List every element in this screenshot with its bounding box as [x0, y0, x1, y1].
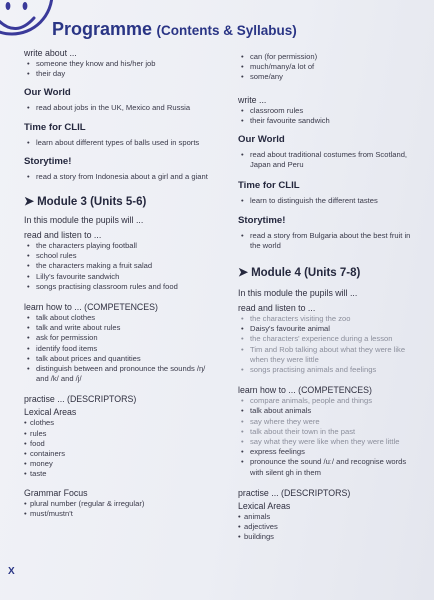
clil-list	[24, 138, 214, 148]
list-item: • buildings	[238, 532, 418, 542]
learn-how-list	[238, 396, 418, 478]
module-3-title: Module 3 (Units 5-6)	[37, 196, 147, 209]
list-item: • plural number (regular & irregular)	[24, 499, 214, 509]
list-item: • compare animals, people and things	[238, 396, 418, 406]
list-item: • pronounce the sound /uː/ and recognise words with silent gh in them	[238, 457, 418, 477]
practise-heading: practise ... (DESCRIPTORS)	[238, 487, 351, 498]
our-world-list	[24, 103, 214, 113]
page-number: X	[8, 566, 15, 577]
list-item: • identify food items	[24, 344, 214, 354]
storytime-list	[24, 172, 214, 182]
list-item: • animals	[238, 512, 418, 522]
list-item: • read a story from Indonesia about a girl and a giant	[24, 172, 214, 182]
learn-how-list	[24, 313, 214, 384]
list-item: • taste	[24, 469, 214, 479]
list-item: • read a story from Bulgaria about the best fruit in the world	[238, 231, 418, 251]
write-heading: write ...	[238, 94, 267, 105]
list-item: • talk about their town in the past	[238, 427, 418, 437]
lexical-areas-heading: Lexical Areas	[24, 407, 77, 418]
list-item: • someone they know and his/her job	[24, 59, 214, 69]
left-column	[24, 48, 214, 519]
storytime-list	[238, 231, 418, 251]
lexical-areas-list	[238, 512, 418, 543]
learn-how-heading: learn how to ... (COMPETENCES)	[238, 385, 372, 396]
list-item: • the characters playing football	[24, 241, 214, 251]
clil-list	[238, 196, 418, 206]
read-listen-heading: read and listen to ...	[238, 303, 316, 314]
list-item: • adjectives	[238, 522, 418, 532]
storytime-heading: Storytime!	[24, 155, 72, 167]
lexical-areas-heading: Lexical Areas	[238, 500, 291, 511]
list-item: • much/many/a lot of	[238, 62, 418, 72]
page-title	[52, 19, 297, 40]
module-4-intro: In this module the pupils will ...	[238, 288, 358, 299]
list-item: • rules	[24, 429, 214, 439]
list-item: • money	[24, 459, 214, 469]
arrow-icon: ➤	[238, 265, 249, 280]
list-item: • read about jobs in the UK, Mexico and Russia	[24, 103, 214, 113]
our-world-heading: Our World	[238, 134, 285, 146]
grammar-focus-heading: Grammar Focus	[24, 487, 88, 498]
list-item: • talk about clothes	[24, 313, 214, 323]
module-4-title: Module 4 (Units 7-8)	[251, 267, 361, 280]
write-list	[238, 106, 418, 126]
list-item: • learn to distinguish the different tastes	[238, 196, 418, 206]
list-item: • must/mustn't	[24, 509, 214, 519]
list-item: • express feelings	[238, 447, 418, 457]
list-item: • read about traditional costumes from Scotland, Japan and Peru	[238, 150, 418, 170]
title-sub: (Contents & Syllabus)	[156, 23, 297, 38]
list-item: • clothes	[24, 418, 214, 428]
list-item: • the characters making a fruit salad	[24, 261, 214, 271]
list-item: • ask for permission	[24, 333, 214, 343]
smiley-face-icon	[0, 0, 54, 42]
arrow-icon: ➤	[24, 194, 35, 209]
list-item: • Lilly's favourite sandwich	[24, 272, 214, 282]
our-world-heading: Our World	[24, 87, 71, 99]
list-item: • talk and write about rules	[24, 323, 214, 333]
module-3-intro: In this module the pupils will ...	[24, 215, 144, 226]
title-main: Programme	[52, 19, 153, 39]
list-item: • school rules	[24, 251, 214, 261]
list-item: • distinguish between and pronounce the sounds /ŋ/ and /k/ and /j/	[24, 364, 214, 384]
write-about-heading: write about ...	[24, 48, 77, 58]
storytime-heading: Storytime!	[238, 214, 286, 226]
read-listen-list	[238, 314, 418, 375]
list-item: • Tim and Rob talking about what they were like when they were little	[238, 345, 418, 365]
list-item: • some/any	[238, 72, 418, 82]
read-listen-list	[24, 241, 214, 292]
module-4-heading	[238, 265, 418, 280]
list-item: • food	[24, 439, 214, 449]
list-item: • their day	[24, 69, 214, 79]
learn-how-heading: learn how to ... (COMPETENCES)	[24, 302, 158, 313]
list-item: • say where they were	[238, 417, 418, 427]
list-item: • their favourite sandwich	[238, 116, 418, 126]
list-item: • songs practising animals and feelings	[238, 365, 418, 375]
list-item: • containers	[24, 449, 214, 459]
read-listen-heading: read and listen to ...	[24, 230, 102, 241]
practise-heading: practise ... (DESCRIPTORS)	[24, 394, 137, 405]
clil-heading: Time for CLIL	[24, 121, 86, 133]
list-item: • the characters' experience during a lesson	[238, 334, 418, 344]
list-item: • Daisy's favourite animal	[238, 324, 418, 334]
our-world-list	[238, 150, 418, 170]
list-item: • songs practising classroom rules and food	[24, 282, 214, 292]
lexical-areas-list	[24, 418, 214, 479]
grammar-focus-list	[24, 499, 214, 519]
grammar-continued-list	[238, 52, 418, 83]
module-3-heading	[24, 194, 214, 209]
clil-heading: Time for CLIL	[238, 180, 300, 192]
list-item: • the characters visiting the zoo	[238, 314, 418, 324]
list-item: • learn about different types of balls used in sports	[24, 138, 214, 148]
write-about-list	[24, 59, 214, 79]
list-item: • classroom rules	[238, 106, 418, 116]
right-column	[238, 52, 418, 542]
list-item: • can (for permission)	[238, 52, 418, 62]
list-item: • talk about animals	[238, 406, 418, 416]
list-item: • talk about prices and quantities	[24, 354, 214, 364]
list-item: • say what they were like when they were little	[238, 437, 418, 447]
